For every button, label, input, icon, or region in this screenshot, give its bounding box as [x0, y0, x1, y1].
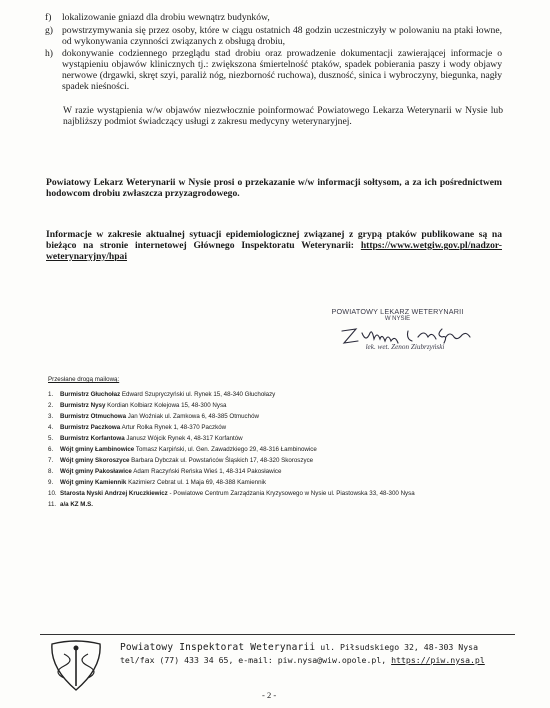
mailing-recipient: Burmistrz Korfantowa — [60, 435, 125, 442]
footer-divider — [40, 634, 515, 635]
mailing-list-item — [48, 488, 415, 499]
mailing-recipient: Starosta Nyski Andrzej Kruczkiewicz — [60, 490, 168, 497]
mailing-list-item — [48, 477, 415, 488]
mailing-address: Tomasz Karpiński, ul. Gen. Zawadzkiego 29, 48-316 Łambinowice — [134, 446, 317, 453]
list-item-text: lokalizowanie gniazd dla drobiu wewnątrz budynków, — [62, 12, 270, 23]
mailing-address: Artur Rolka Rynek 1, 48-370 Paczków — [120, 424, 227, 431]
mailing-address: Jan Woźniak ul. Zamkowa 6, 48-385 Otmuchów — [126, 413, 259, 420]
mailing-address: Barbara Dybczak ul. Powstańców Śląskich 17, 48-320 Skoroszyce — [129, 457, 314, 464]
inspectorate-logo-icon — [42, 640, 110, 692]
mailing-item-number: 5. — [48, 435, 54, 442]
list-marker: f) — [45, 12, 52, 23]
mailing-recipient: a/a KZ M.S. — [60, 501, 94, 508]
mailing-recipient: Wójt gminy Kamiennik — [60, 479, 127, 486]
mailing-item-number: 6. — [48, 446, 54, 453]
list-item-h — [45, 48, 502, 92]
mailing-list-item — [48, 389, 415, 400]
mailing-recipient: Wójt gminy Pakosławice — [60, 468, 132, 475]
notice-text: W razie wystąpienia w/w objawów niezwłocznie poinformować Powiatowego Lekarza Weterynarii w Nysie lub najbliższy podmiot świadczący usługi z zakresu medycyny weterynaryjnej. — [63, 105, 503, 127]
info-paragraph — [46, 229, 502, 262]
request-paragraph — [46, 177, 502, 199]
mailing-address: Kordian Kolbiarz Kolejowa 15, 48-300 Nysa — [105, 402, 227, 409]
mailing-recipient: Burmistrz Nysy — [60, 402, 106, 409]
mailing-heading: Przesłane drogą mailową: — [48, 376, 120, 383]
mailing-list-item — [48, 422, 415, 433]
mailing-item-number: 3. — [48, 413, 54, 420]
mailing-recipient: Wójt gminy Łambinowice — [60, 446, 135, 453]
mailing-address: - Powiatowe Centrum Zarządzania Kryzysowego w Nysie ul. Piastowska 33, 48-300 Nysa — [167, 490, 415, 497]
mailing-list-item — [48, 433, 415, 444]
mailing-item-number: 8. — [48, 468, 54, 475]
stamp-city: W NYSIE — [384, 316, 411, 322]
mailing-item-number: 11. — [48, 501, 57, 508]
footer — [120, 641, 485, 666]
mailing-item-number: 10. — [48, 490, 57, 497]
list-marker: h) — [45, 48, 53, 59]
info-text: Informacje w zakresie aktualnej sytuacji epidemiologicznej związanej z grypą ptaków publikowane są na bieżąco na stronie internetowej Głównego Inspektoratu Weterynarii: — [46, 229, 502, 251]
list-marker: g) — [45, 25, 53, 36]
footer-contact: tel/fax (77) 433 34 65, e-mail: piw.nysa@wiw.opole.pl, — [120, 655, 392, 665]
stamp-title: POWIATOWY LEKARZ WETERYNARII — [331, 307, 464, 316]
list-item-g — [45, 25, 502, 47]
mailing-recipient: Wójt gminy Skoroszyce — [60, 457, 130, 464]
mailing-list — [48, 389, 415, 510]
mailing-address: Janusz Wójcik Rynek 4, 48-317 Korfantów — [124, 435, 243, 442]
list-item-text: dokonywanie codziennego przeglądu stad drobiu oraz prowadzenie dokumentacji zawierającej informacje o wystąpieniu objawów klinicznych tj.: zwiększona śmiertelność ptaków, spadek pobierania paszy i wody objawy nerwowe (drgawki, skręt szyi, paraliż nóg, niezborność ruchowa), duszność, sinica i wybroczyny, biegunka, nagły spadek nieśności. — [62, 48, 502, 92]
hpai-link[interactable]: https://www.wetgiw.gov.pl/nadzor-weterynaryjny/hpai — [46, 240, 502, 262]
mailing-item-number: 1. — [48, 391, 54, 398]
mailing-item-number: 7. — [48, 457, 54, 464]
mailing-item-number: 2. — [48, 402, 54, 409]
mailing-recipient: Burmistrz Głuchołaz — [60, 391, 121, 398]
stamp-name-block — [330, 343, 480, 351]
mailing-item-number: 9. — [48, 479, 54, 486]
mailing-list-item — [48, 411, 415, 422]
mailing-recipient: Burmistrz Paczkowa — [60, 424, 121, 431]
request-text: Powiatowy Lekarz Weterynarii w Nysie prosi o przekazanie w/w informacji sołtysom, a za ich pośrednictwem hodowcom drobiu zwłaszcza przyzagrodowego. — [46, 177, 502, 199]
list-item-f — [45, 12, 502, 23]
mailing-address: Edward Szupryczyński ul. Rynek 15, 48-340 Głuchołazy — [120, 391, 276, 398]
mailing-address: Kazimierz Cebrat ul. 1 Maja 69, 48-388 Kamiennik — [126, 479, 266, 486]
page-number: - 2 - — [262, 690, 277, 700]
mailing-recipient: Burmistrz Otmuchowa — [60, 413, 127, 420]
mailing-list-item — [48, 455, 415, 466]
stamp-name: lek. wet. Zenon Ziubrzyński — [365, 343, 445, 351]
footer-org: Powiatowy Inspektorat Weterynarii — [120, 642, 316, 653]
notice-paragraph — [63, 105, 503, 127]
mailing-address: Adam Raczyński Reńska Wieś 1, 48-314 Pakosławice — [131, 468, 282, 475]
mailing-item-number: 4. — [48, 424, 54, 431]
mailing-list-item — [48, 400, 415, 411]
footer-address: ul. Piłsudskiego 32, 48-303 Nysa — [315, 642, 479, 652]
list-item-text: powstrzymywania się przez osoby, które w ciągu ostatnich 48 godzin uczestniczyły w polowaniu na ptaki łowne, od wykonywania czynności związanych z obsługą drobiu, — [62, 25, 502, 47]
footer-url-link[interactable]: https://piw.nysa.pl — [391, 655, 485, 665]
mailing-list-item — [48, 466, 415, 477]
mailing-list-item — [48, 499, 415, 510]
official-stamp — [315, 307, 480, 322]
mailing-list-item — [48, 444, 415, 455]
